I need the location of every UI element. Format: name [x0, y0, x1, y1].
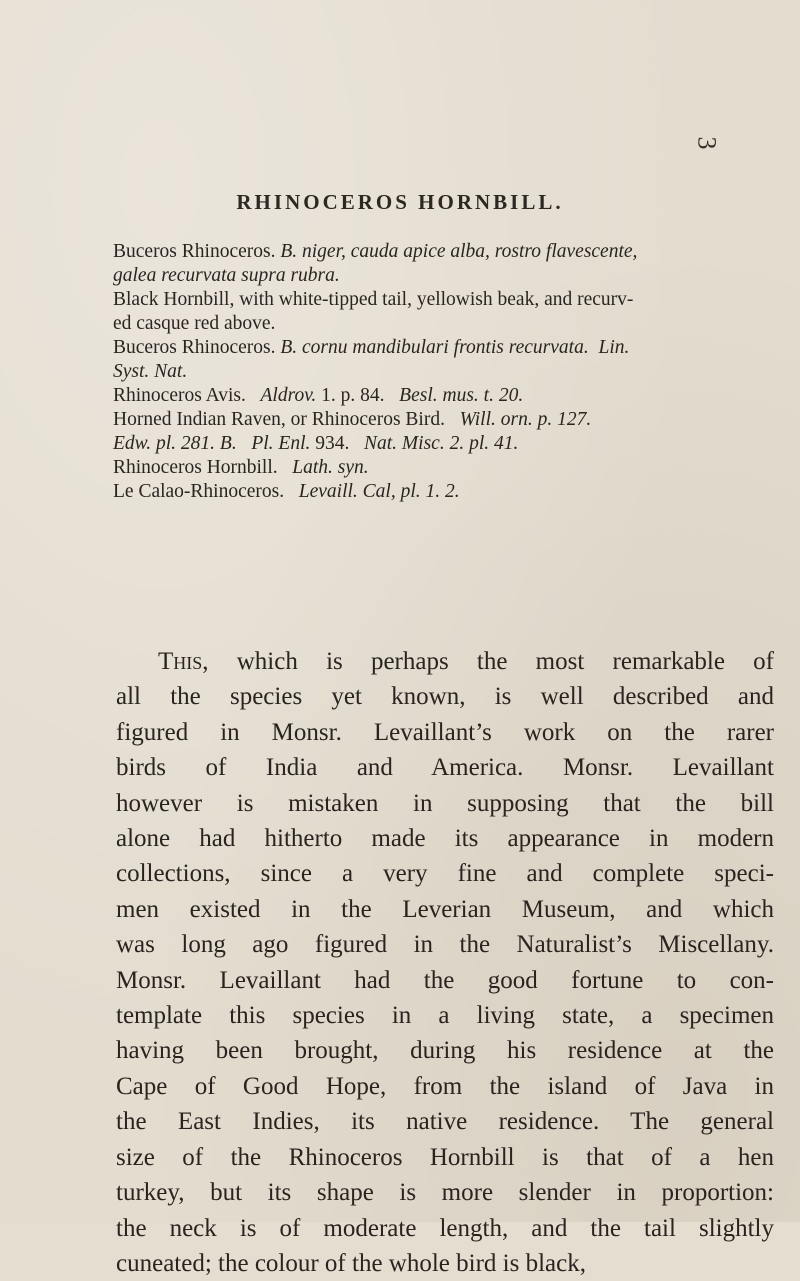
synonym-entry	[113, 480, 753, 504]
paragraph-line-text: which is perhaps the most remarkable of	[236, 648, 774, 675]
paragraph-line: was long ago figured in the Naturalist’s Miscellany.	[116, 931, 774, 959]
paragraph-line: the East Indies, its native residence. The general	[116, 1108, 774, 1136]
synonym-author: Will.	[459, 409, 496, 430]
paragraph-line: Cape of Good Hope, from the island of Java in	[116, 1072, 774, 1100]
page-number: 3	[692, 136, 722, 150]
synonym-entry	[113, 336, 753, 384]
paragraph-line: however is mistaken in supposing that the bill	[116, 789, 774, 817]
synonym-entry	[113, 240, 753, 288]
synonym-entry	[113, 408, 753, 456]
synonym-reference: 934.	[315, 433, 350, 454]
synonym-author: Edw.	[113, 433, 152, 454]
synonym-name: Black Hornbill, with white-tipped tail, yellowish beak, and recurv-	[113, 289, 634, 310]
synonym-name: Horned Indian Raven, or Rhinoceros Bird.	[113, 409, 445, 430]
opening-word: This,	[158, 648, 209, 675]
synonym-author: Besl.	[399, 385, 438, 406]
synonym-author: Aldrov.	[260, 385, 317, 406]
paragraph-line: Monsr. Levaillant had the good fortune to con-	[116, 966, 774, 994]
synonym-entry	[113, 456, 753, 480]
synonym-author: Levaill.	[298, 481, 358, 502]
synonym-reference: orn. p. 127.	[500, 409, 592, 430]
synonym-reference: Cal, pl. 1. 2.	[362, 481, 460, 502]
synonym-reference: pl. 281. B.	[155, 433, 237, 454]
synonym-reference: 2. pl. 41.	[449, 433, 519, 454]
synonym-reference: 1. p. 84.	[321, 385, 385, 406]
synonym-name: Rhinoceros Avis.	[113, 385, 246, 406]
synonym-entry	[113, 288, 753, 336]
synonym-reference: B. niger, cauda apice alba, rostro flavescente,	[280, 241, 638, 262]
synonym-continuation: ed casque red above.	[113, 313, 276, 334]
synonym-reference: mus. t. 20.	[442, 385, 524, 406]
paragraph-line: the neck is of moderate length, and the tail slightly	[116, 1214, 774, 1242]
synonym-reference: syn.	[337, 457, 369, 478]
paragraph-line	[116, 644, 774, 679]
synonym-reference: B. cornu mandibulari frontis recurvata.	[280, 337, 589, 358]
synonym-name: Rhinoceros Hornbill.	[113, 457, 278, 478]
synonym-author: Lath.	[292, 457, 333, 478]
synonym-name: Le Calao-Rhinoceros.	[113, 481, 285, 502]
paragraph-line: cuneated; the colour of the whole bird is black,	[116, 1249, 586, 1277]
synonymy-block	[113, 240, 753, 504]
synonym-continuation	[113, 432, 753, 456]
synonym-author: Pl. Enl.	[251, 433, 311, 454]
paragraph-line: birds of India and America. Monsr. Levaillant	[116, 754, 774, 782]
paragraph-line: alone had hitherto made its appearance in modern	[116, 825, 774, 853]
body-paragraph	[116, 644, 774, 1281]
paragraph-line: men existed in the Leverian Museum, and which	[116, 895, 774, 923]
paragraph-line: figured in Monsr. Levaillant’s work on the rarer	[116, 718, 774, 746]
synonym-continuation: Syst. Nat.	[113, 361, 188, 382]
paragraph-line: size of the Rhinoceros Hornbill is that of a hen	[116, 1143, 774, 1171]
paragraph-line: all the species yet known, is well described and	[116, 683, 774, 711]
synonym-name: Buceros Rhinoceros.	[113, 337, 276, 358]
page-title: RHINOCEROS HORNBILL.	[236, 190, 564, 214]
paragraph-line: collections, since a very fine and complete speci-	[116, 860, 774, 888]
paragraph-line: having been brought, during his residence at the	[116, 1037, 774, 1065]
paragraph-line: template this species in a living state, a specimen	[116, 1002, 774, 1030]
synonym-name: Buceros Rhinoceros.	[113, 241, 276, 262]
synonym-author: Nat. Misc.	[364, 433, 445, 454]
synonym-entry	[113, 384, 753, 408]
synonym-continuation: galea recurvata supra rubra.	[113, 265, 340, 286]
synonym-author: Lin.	[598, 337, 630, 358]
paragraph-line: turkey, but its shape is more slender in proportion:	[116, 1179, 774, 1207]
